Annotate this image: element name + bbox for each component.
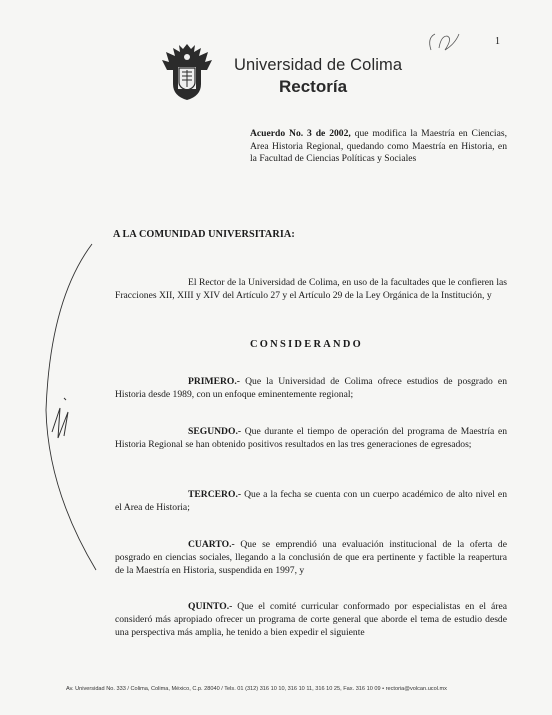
university-crest-icon [161,40,213,102]
footer-address: Av. Universidad No. 333 / Colima, Colima, México, C.p. 28040 / Tels. 01 (312) 316 10 10, 316 10 11, 316 10 25, Fax. 316 10 09 • rectoria@volcan.ucol.mx [66,686,447,692]
margin-signature-icon [30,240,100,580]
considerando-paragraph [115,488,507,514]
considerando-text: Que durante el tiempo de operación del programa de Maestría en Historia Regional se han obtenido positivos resultados en las tres generaciones de egresados; [115,426,507,451]
considerando-paragraph [115,375,507,401]
agreement-number: Acuerdo No. 3 de 2002, [250,128,351,139]
considerando-label: QUINTO.- [188,601,233,612]
considerando-text: Que la Universidad de Colima ofrece estudios de posgrado en Historia desde 1989, con un enfoque eminentemente regional; [115,376,507,401]
considerando-paragraph [115,538,507,578]
considerando-label: TERCERO.- [188,489,242,500]
page-number: 1 [495,36,500,47]
agreement-text: que modifica la Maestría en Ciencias, Area Historia Regional, quedando como Maestría en Historia, en la Facultad de Ciencias Políticas y Sociales [250,128,507,165]
addressee: A LA COMUNIDAD UNIVERSITARIA: [113,229,295,240]
considerando-heading: CONSIDERANDO [250,339,364,350]
university-name: Universidad de Colima [234,56,403,74]
considerando-label: PRIMERO.- [188,376,240,387]
agreement-summary [250,128,507,166]
considerando-paragraph [115,600,507,640]
considerando-text: Que se emprendió una evaluación institucional de la oferta de posgrado en ciencias sociales, llegando a la conclusión de que era pertinente y factible la reapertura de la Maestría en Historia, suspendida en 1997, y [115,539,507,577]
office-title: Rectoría [279,77,348,96]
handwritten-mark-icon [425,30,465,56]
intro-text: El Rector de la Universidad de Colima, en uso de la facultades que le confieren las Fracciones XII, XIII y XIV del Artículo 27 y el Artículo 29 de la Ley Orgánica de la Institución, y [115,277,507,302]
considerando-text: Que a la fecha se cuenta con un cuerpo académico de alto nivel en el Area de Historia; [115,489,507,514]
considerando-text: Que el comité curricular conformado por especialistas en el área consideró más apropiado ofrecer un programa de corte general que aborde el tema de estudio desde una perspectiva más amplia, he tenido a bien expedir el siguiente [115,601,507,639]
considerando-paragraph [115,425,507,451]
intro-paragraph [115,276,507,302]
considerando-label: SEGUNDO.- [188,426,242,437]
considerando-label: CUARTO.- [188,539,235,550]
